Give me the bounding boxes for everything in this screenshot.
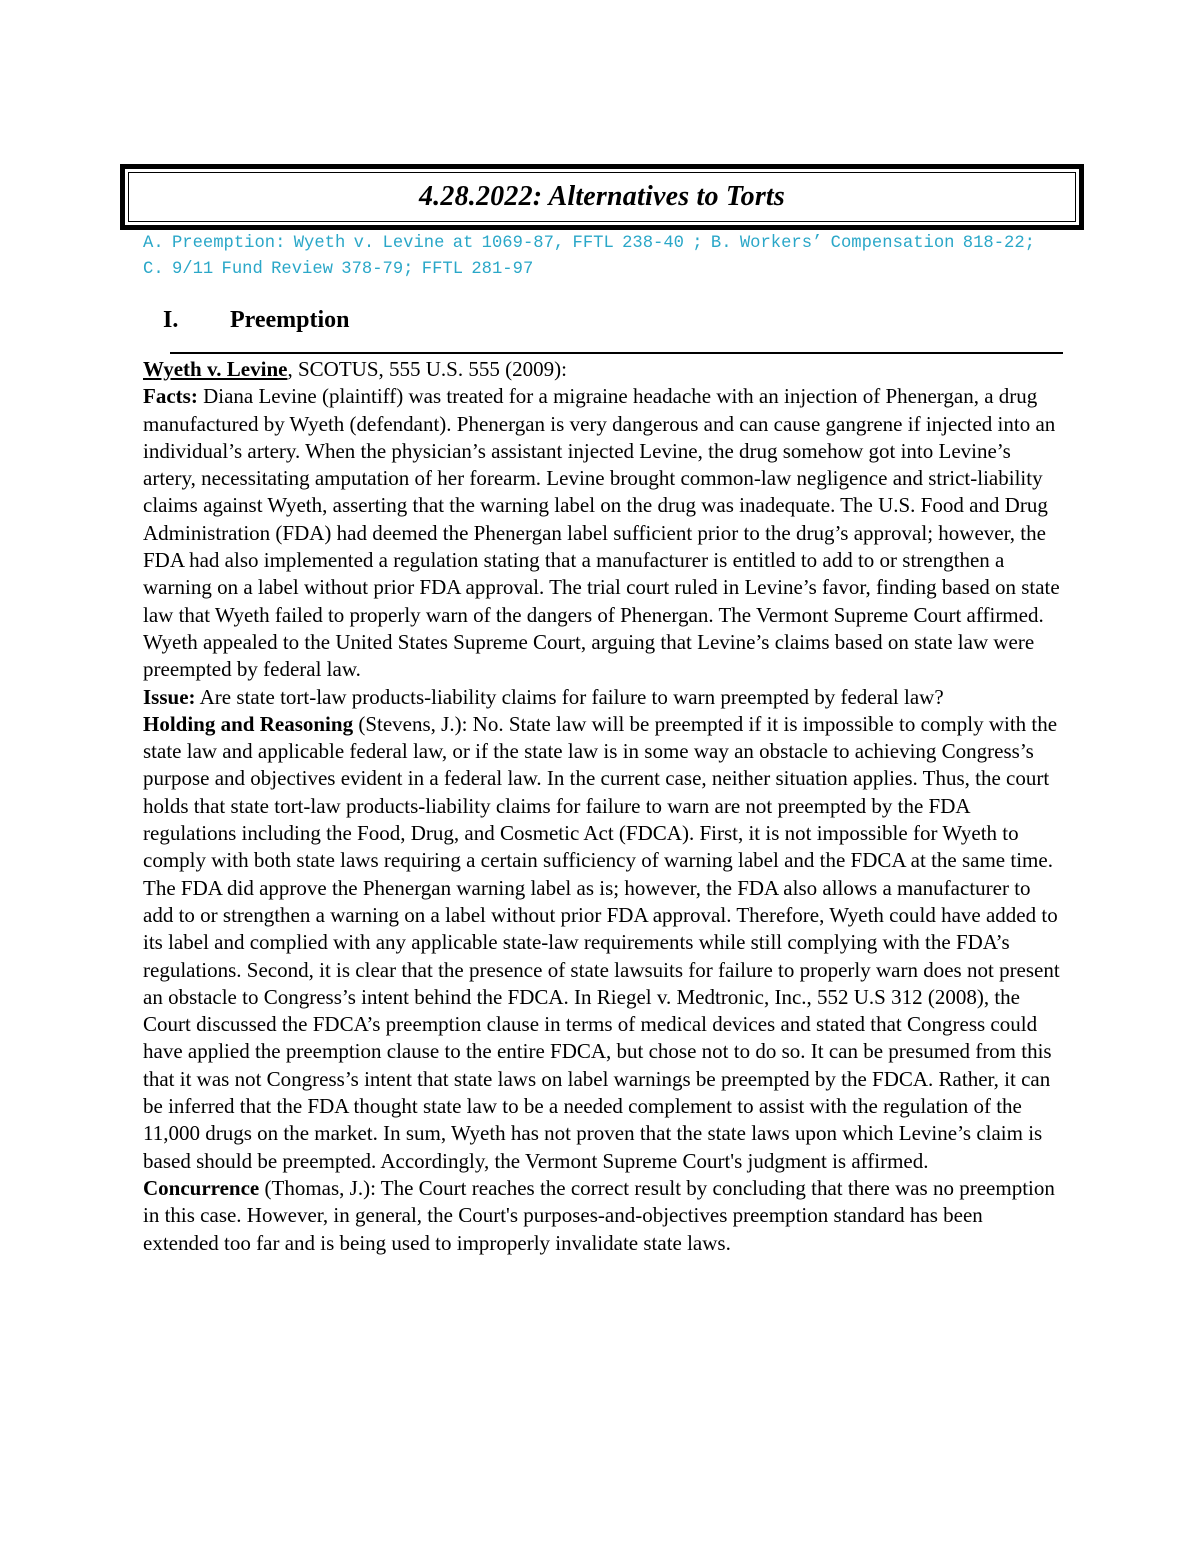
title-box [120,164,1084,230]
facts-label: Facts: [143,384,198,409]
holding-paragraph [143,711,1063,1175]
issue-text: Are state tort-law products-liability claims for failure to warn preempted by federal law? [195,684,944,709]
concurrence-text: (Thomas, J.): The Court reaches the correct result by concluding that there was no preemption in this case. However, in general, the Court's purposes-and-objectives preemption standard has been extended too far and is being used to improperly invalidate state laws. [143,1175,1055,1255]
issue-label: Issue: [143,684,196,709]
section-heading [163,307,350,334]
case-citation: , SCOTUS, 555 U.S. 555 (2009): [287,357,567,381]
page-title: 4.28.2022: Alternatives to Torts [418,181,785,212]
section-title: Preemption [230,307,350,333]
section-number: I. [163,307,179,333]
case-name: Wyeth v. Levine [143,357,288,381]
holding-label: Holding and Reasoning [143,711,354,736]
facts-paragraph [143,383,1063,683]
holding-text: (Stevens, J.): No. State law will be preempted if it is impossible to comply with the state law and applicable federal law, or if the state law is in some way an obstacle to achieving Congress’s purpose and objectives evident in a federal law. In the current case, neither situation applies. Thus, the court holds that state tort-law products-liability claims for failure to warn are not preempted by the FDA regulations including the Food, Drug, and Cosmetic Act (FDCA). First, it is not impossible for Wyeth to comply with both state laws requiring a certain sufficiency of warning label and the FDCA at the same time. The FDA did approve the Phenergan warning label as is; however, the FDA also allows a manufacturer to add to or strengthen a warning on a label without prior FDA approval. Therefore, Wyeth could have added to its label and complied with any applicable state-law requirements while still complying with the FDA’s regulations. Second, it is clear that the presence of state lawsuits for failure to properly warn does not present an obstacle to Congress’s intent behind the FDCA. In Riegel v. Medtronic, Inc., 552 U.S 312 (2008), the Court discussed the FDCA’s preemption clause in terms of medical devices and stated that Congress could have applied the preemption clause to the entire FDCA, but chose not to do so. It can be presumed from this that it was not Congress’s intent that state laws on label warnings be preempted by the FDCA. Rather, it can be inferred that the FDA thought state law to be a needed complement to assist with the regulation of the 11,000 drugs on the market. In sum, Wyeth has not proven that the state laws upon which Levine’s claim is based should be preempted. Accordingly, the Vermont Supreme Court's judgment is affirmed. [143,711,1060,1173]
reading-assignment: A. Preemption: Wyeth v. Levine at 1069-87, FFTL 238-40 ; B. Workers’ Compensation 818-22; C. 9/11 Fund Review 378-79; FFTL 281-97 [143,234,1035,279]
concurrence-label: Concurrence [143,1175,260,1200]
case-header [143,356,1063,383]
case-brief [143,356,1063,1257]
section-divider [170,352,1063,354]
issue-paragraph [143,684,1063,711]
concurrence-paragraph [143,1175,1063,1257]
facts-text: Diana Levine (plaintiff) was treated for a migraine headache with an injection of Phenergan, a drug manufactured by Wyeth (defendant). Phenergan is very dangerous and can cause gangrene if injected into an individual’s artery. When the physician’s assistant injected Levine, the drug somehow got into Levine’s artery, necessitating amputation of her forearm. Levine brought common-law negligence and strict-liability claims against Wyeth, asserting that the warning label on the drug was inadequate. The U.S. Food and Drug Administration (FDA) had deemed the Phenergan label sufficient prior to the drug’s approval; however, the FDA had also implemented a regulation stating that a manufacturer is entitled to add to or strengthen a warning on a label without prior FDA approval. The trial court ruled in Levine’s favor, finding based on state law that Wyeth failed to properly warn of the dangers of Phenergan. The Vermont Supreme Court affirmed. Wyeth appealed to the United States Supreme Court, arguing that Levine’s claims based on state law were preempted by federal law. [143,384,1060,682]
